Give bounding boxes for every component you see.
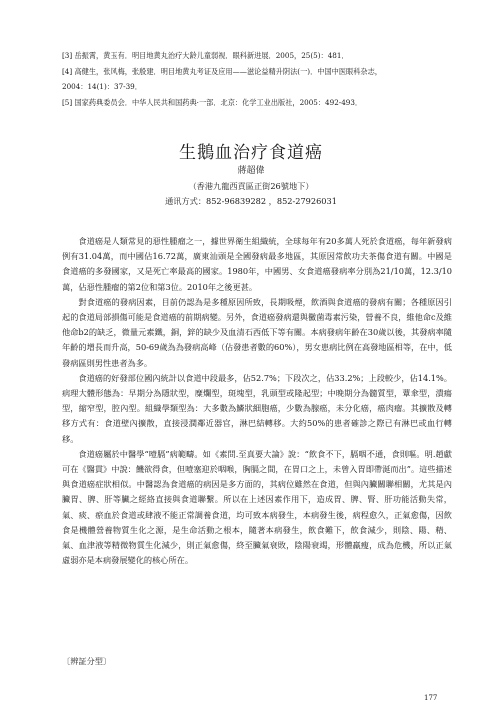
reference-item-continuation: 2004：14(1)：37-39．	[62, 82, 142, 91]
body-paragraph: 食道癌屬於中醫學“噎膈”病範疇。如《素問.至真要大論》說：“飲食不下，膈咽不通，食則嘔。明.趙獻可在《醫貫》中說：饑欲得食，但噎塞迎於咽喉，胸膈之間，在胃口之上，未曾入胃即帶涎而出”。這些描述與食道癌症狀相似。中醫認為食道癌的病因是多方面的，其病位雖然在食道，但與內臟關聯相關，尤其是內臟胃、脾、肝等臟之經絡直接與食道聯繫。所以在上述因素作用下，造成胃、脾、腎、肝功能活動失常，氣、痰、瘀血於食道或肆液不能正常調養食道，均可致本病發生，本病發生後，病程愈久，正氣愈傷，因飲食是機體營養物質生化之源，是生命活動之根本，隨著本病發生，飲食難下，飲食減少，則陰、陽、精、氣、血津液等精微物質生化減少，則正氣愈傷，終至臟氣衰敗，陰陽衰竭，形體羸瘦，成為危機，所以正氣虛弱亦是本病發展變化的核心所在。	[62, 448, 452, 566]
page-number: 177	[424, 694, 438, 702]
reference-item: [5] 国家药典委员会．中华人民共和国药典·一部．北京：化学工业出版社，2005：492-493．	[62, 97, 363, 107]
body-paragraph: 食道癌是人類常見的惡性腫瘤之一，據世界衛生組織統，全球每年有20多萬人死於食道癌，每年新發病例有31.04萬，而中國佔16.72萬，廣東汕頭是全國發病最多地區，其原因常飲功夫茶傷食道有關。中國是食道癌的多發國家，又是死亡率最高的國家。1980年，中國男、女食道癌發病率分別為21/10萬，12.3/10萬，佔惡性腫瘤的第2位和第3位。2010年之後更甚。	[62, 236, 452, 292]
author-name: 蔣超偉	[237, 166, 265, 176]
article-body	[62, 234, 452, 568]
reference-item: [4] 高健生，张风梅，张殷建．明目地黄丸考证及应用——滋论益精升阴法(一)．中国中医眼科杂志，	[62, 66, 382, 76]
reference-item: [3] 岳振霄，黄玉有．明目地黄丸治疗大龄儿童弱视．眼科新进展．2005，25(5)：481．	[62, 51, 349, 60]
reference-list	[62, 48, 452, 110]
body-paragraph: 食道癌的好發部位國內統計以食道中段最多，佔52.7%；下段次之，佔33.2%；上段較少，佔14.1%。病理大體形態為：早期分為隱狀型，糜爛型，斑塊型，乳頭型或隆起型；中晚期分為髓質型，蕈傘型，潰瘍型，縮窄型，腔內型。組織學類型為：大多數為鱗狀細胞癌，少數為腺癌，未分化癌，癌肉瘤。其擴散及轉移方式有：食道壁內擴散，直接浸潤鄰近器官，淋巴結轉移。大約50%的患者確診之際已有淋巴或血行轉移。	[62, 372, 452, 444]
body-paragraph: 對食道癌的發病因素，目前仍認為是多種原因所致，長期吸煙，飲酒與食道癌的發病有關；各種原因引起的食道局部損傷可能是食道癌的前期病變。另外，食道癌發病還與黴菌毒素污染，營養不良，維他命c及維他命b2的缺乏，微量元素鐵，銅，鋅的缺少及血清石西低下等有關。本病發病年齡在30歲以後，其發病率隨年齡的增長而升高，50-69歲為為發病高峰（佔發患者數的60%），男女患病比例在高發地區相等，在中，低發病區則男性患者為多。	[62, 296, 452, 368]
article-title: 生鵝血治疗食道癌	[179, 143, 323, 163]
section-heading: 〔辨証分型〕	[62, 656, 112, 666]
author-affiliation: （香港九龍西貢區正街26號地下）	[188, 181, 314, 191]
contact-info: 通讯方式：852-96839282 ，852-27926031	[165, 196, 337, 206]
